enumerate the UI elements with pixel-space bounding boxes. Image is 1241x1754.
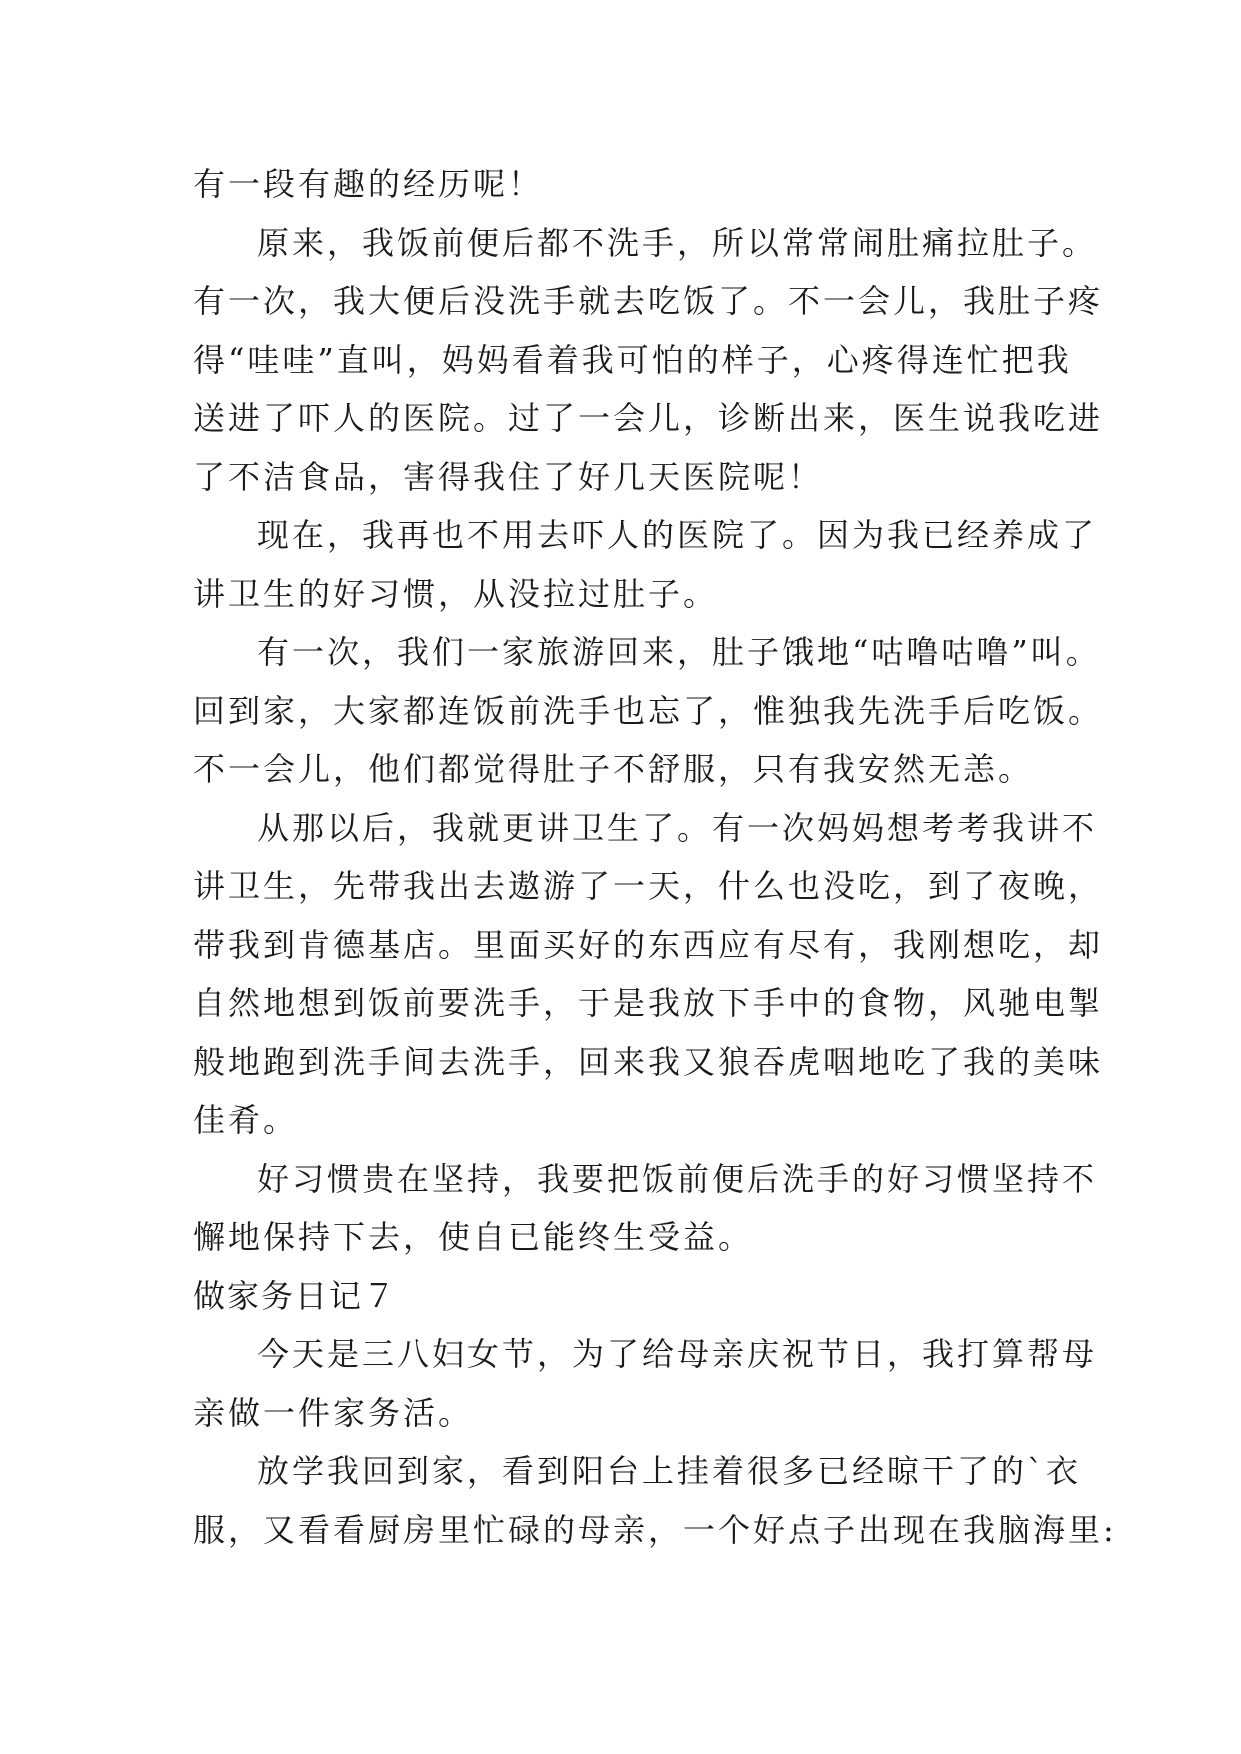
text-line-6: 了不洁食品，害得我住了好几天医院呢！ xyxy=(193,457,824,496)
text-line-18: 好习惯贵在坚持，我要把饭前便后洗手的好习惯坚持不 xyxy=(257,1159,1098,1198)
text-line-21: 今天是三八妇女节，为了给母亲庆祝节日，我打算帮母 xyxy=(257,1335,1098,1373)
text-line-10: 回到家，大家都连饭前洗手也忘了，惟独我先洗手后吃饭。 xyxy=(193,691,1104,730)
section-heading: 做家务日记７ xyxy=(193,1276,398,1315)
text-line-9: 有一次，我们一家旅游回来，肚子饿地“咕噜咕噜”叫。 xyxy=(257,633,1101,671)
text-line-24: 服，又看看厨房里忙碌的母亲，一个好点子出现在我脑海里: xyxy=(193,1510,1117,1549)
text-line-23: 放学我回到家，看到阳台上挂着很多已经晾干了的`衣 xyxy=(257,1452,1082,1490)
text-line-15: 自然地想到饭前要洗手，于是我放下手中的食物，风驰电掣 xyxy=(193,984,1104,1022)
text-line-22: 亲做一件家务活。 xyxy=(193,1393,474,1432)
text-line-12: 从那以后，我就更讲卫生了。有一次妈妈想考考我讲不 xyxy=(257,808,1098,847)
text-line-1: 有一段有趣的经历呢！ xyxy=(193,165,544,203)
text-line-8: 讲卫生的好习惯，从没拉过肚子。 xyxy=(193,574,719,613)
text-line-17: 佳肴。 xyxy=(193,1101,299,1139)
text-line-11: 不一会儿，他们都觉得肚子不舒服，只有我安然无恙。 xyxy=(193,750,1034,788)
document-body xyxy=(193,155,1117,1559)
text-line-7: 现在，我再也不用去吓人的医院了。因为我已经养成了 xyxy=(257,516,1098,554)
text-line-4: 得“哇哇”直叫，妈妈看着我可怕的样子，心疼得连忙把我 xyxy=(193,340,1072,379)
text-line-19: 懈地保持下去，使自已能终生受益。 xyxy=(193,1218,754,1256)
text-line-3: 有一次，我大便后没洗手就去吃饭了。不一会儿，我肚子疼 xyxy=(193,282,1104,320)
text-line-14: 带我到肯德基店。里面买好的东西应有尽有，我刚想吃，却 xyxy=(193,925,1104,964)
text-line-16: 般地跑到洗手间去洗手，回来我又狼吞虎咽地吃了我的美味 xyxy=(193,1042,1104,1081)
text-line-2: 原来，我饭前便后都不洗手，所以常常闹肚痛拉肚子。 xyxy=(257,223,1098,262)
text-line-5: 送进了吓人的医院。过了一会儿，诊断出来，医生说我吃进 xyxy=(193,399,1104,437)
text-line-13: 讲卫生，先带我出去遨游了一天，什么也没吃，到了夜晚， xyxy=(193,867,1104,905)
